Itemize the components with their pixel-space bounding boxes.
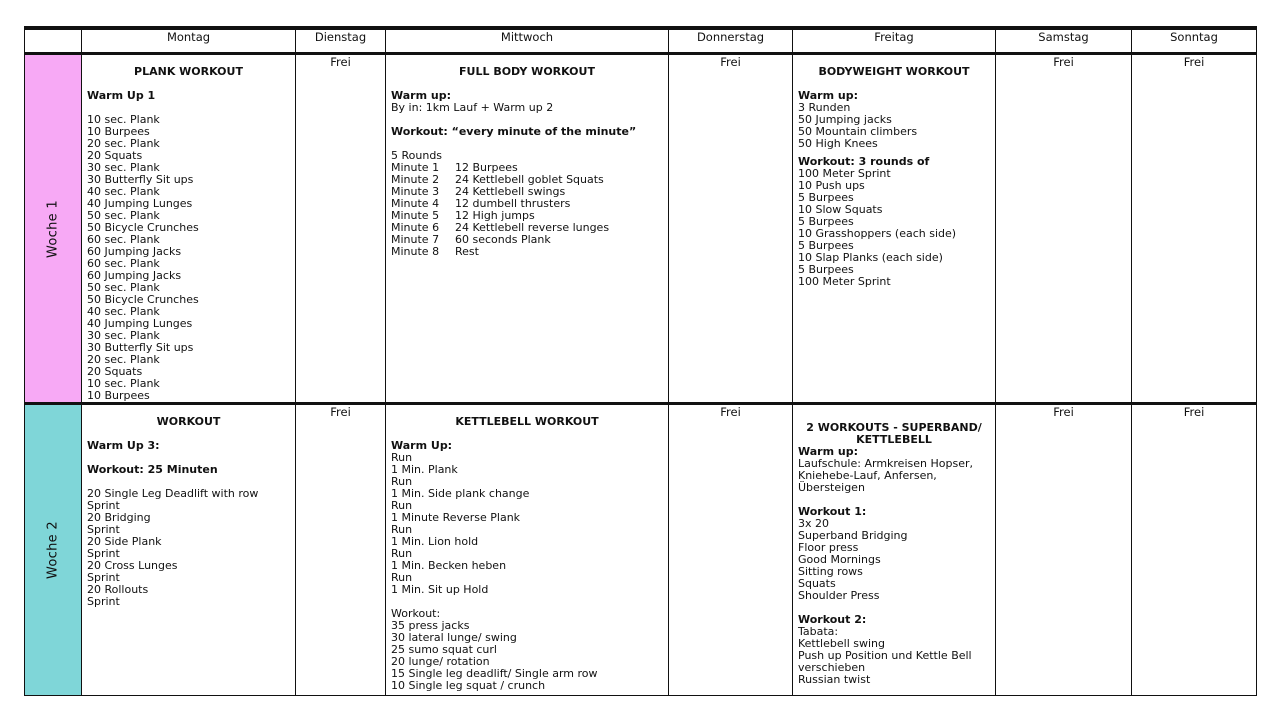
cell-w2-samstag: Frei [996,404,1132,696]
week-row [25,54,1257,404]
cell-w1-samstag: Frei [996,54,1132,404]
list-item: 60 Jumping Jacks [87,269,182,282]
list-item: 5 Burpees [798,191,854,204]
list-item: Kettlebell swing [798,637,885,650]
list-item: 1 Min. Lion hold [391,535,479,548]
minute-exercise: 24 Kettlebell goblet Squats [455,173,604,186]
list-item: 20 Squats [87,149,143,162]
cell-w1-mittwoch [386,54,669,404]
list-item: 100 Meter Sprint [798,167,891,180]
list-item: 30 Butterfly Sit ups [87,173,194,186]
header-montag: Montag [82,28,296,54]
list-item: 20 lunge/ rotation [391,655,490,668]
workout-title: BODYWEIGHT WORKOUT [818,65,970,78]
header-sonntag: Sonntag [1132,28,1257,54]
cell-w1-donnerstag: Frei [669,54,793,404]
list-item: 20 Single Leg Deadlift with row [87,487,259,500]
exercise-list [87,114,295,402]
list-item: Run [391,547,413,560]
cell-w2-dienstag: Frei [296,404,386,696]
list-item: Superband Bridging [798,529,908,542]
list-item: 5 Burpees [798,239,854,252]
exercise-list [798,168,995,288]
workout-title: PLANK WORKOUT [134,65,243,78]
list-item: 40 sec. Plank [87,185,160,198]
list-item: Run [391,571,413,584]
list-item: verschieben [798,661,866,674]
workout-title: FULL BODY WORKOUT [459,65,595,78]
cell-w2-freitag [793,404,996,696]
workout-table [24,26,1257,696]
cell-w1-freitag [793,54,996,404]
list-item: 50 Mountain climbers [798,125,918,138]
list-item: 10 Slap Planks (each side) [798,251,943,264]
warmup-heading: Warm up: [798,89,858,102]
list-item: Squats [798,577,836,590]
exercise-list [391,620,668,692]
cell-w2-montag [82,404,296,696]
workout-title: 2 WORKOUTS - SUPERBAND/ KETTLEBELL [806,421,982,446]
minute-row [391,246,668,258]
list-item: 20 sec. Plank [87,353,160,366]
list-item: 3 Runden [798,101,851,114]
workout-heading: Workout: “every minute of the minute” [391,125,637,138]
cell-w2-donnerstag: Frei [669,404,793,696]
list-item: 20 sec. Plank [87,137,160,150]
list-item: Russian twist [798,673,871,686]
list-item: 20 Cross Lunges [87,559,178,572]
list-item: 50 High Knees [798,137,878,150]
list-item: 20 Rollouts [87,583,149,596]
workout-heading: Workout: 3 rounds of [798,155,930,168]
workout1-heading: Workout 1: [798,505,867,518]
list-item: 50 Jumping jacks [798,113,892,126]
header-mittwoch: Mittwoch [386,28,669,54]
list-item: Übersteigen [798,481,865,494]
list-item: 30 lateral lunge/ swing [391,631,517,644]
week-label-cell [25,404,82,696]
minute-label: Minute 8 [391,245,440,258]
list-item: Run [391,499,413,512]
header-row [25,28,1257,54]
warmup-heading: Warm Up: [391,439,453,452]
minute-label: Minute 4 [391,197,440,210]
header-freitag: Freitag [793,28,996,54]
list-item: Sprint [87,523,120,536]
minute-exercise: 12 Burpees [455,161,518,174]
list-item: 5 Burpees [798,263,854,276]
minute-exercise: Rest [455,245,479,258]
exercise-list [798,626,995,686]
list-item: 50 Bicycle Crunches [87,221,199,234]
list-item: 1 Minute Reverse Plank [391,511,521,524]
exercise-list [798,518,995,602]
workout-heading: Workout: [391,607,441,620]
list-item: Sprint [87,595,120,608]
list-item: 35 press jacks [391,619,470,632]
week-label-cell [25,54,82,404]
list-item: 25 sumo squat curl [391,643,497,656]
minute-exercise: 24 Kettlebell reverse lunges [455,221,610,234]
weekly-plan [24,26,1256,696]
warmup-heading: Warm up: [391,89,451,102]
minute-exercise: 60 seconds Plank [455,233,551,246]
header-samstag: Samstag [996,28,1132,54]
list-item: 100 Meter Sprint [798,275,891,288]
list-item: Run [391,475,413,488]
list-item: Sitting rows [798,565,863,578]
list-item: Tabata: [798,625,839,638]
header-dienstag: Dienstag [296,28,386,54]
list-item: 60 Jumping Jacks [87,245,182,258]
list-item: Run [391,523,413,536]
list-item: Sprint [87,571,120,584]
cell-w2-sonntag: Frei [1132,404,1257,696]
list-item: Push up Position und Kettle Bell [798,649,972,662]
minute-label: Minute 5 [391,209,440,222]
warmup-heading: Warm Up 3: [87,439,160,452]
warmup-list [391,452,668,596]
week-label: Woche 2 [45,521,61,579]
minute-exercise: 12 dumbell thrusters [455,197,571,210]
list-item: 1 Min. Side plank change [391,487,530,500]
list-item: 20 Side Plank [87,535,162,548]
week-label: Woche 1 [45,199,61,258]
list-item: Floor press [798,541,859,554]
list-item: 20 Squats [87,365,143,378]
workout-heading: Workout: 25 Minuten [87,463,218,476]
list-item: 50 sec. Plank [87,209,160,222]
week-row [25,404,1257,696]
header-donnerstag: Donnerstag [669,28,793,54]
minute-label: Minute 7 [391,233,440,246]
warmup-text: By in: 1km Lauf + Warm up 2 [391,101,554,114]
list-item: 10 Slow Squats [798,203,883,216]
list-item: 50 Bicycle Crunches [87,293,199,306]
list-item: 30 sec. Plank [87,329,160,342]
list-item: Shoulder Press [798,589,880,602]
minute-label: Minute 6 [391,221,440,234]
list-item: 10 Burpees [87,389,150,402]
list-item: 30 Butterfly Sit ups [87,341,194,354]
list-item: 1 Min. Becken heben [391,559,507,572]
exercise-list [87,488,295,608]
list-item: Good Mornings [798,553,881,566]
list-item: 40 Jumping Lunges [87,197,193,210]
workout2-heading: Workout 2: [798,613,867,626]
minute-exercise: 12 High jumps [455,209,535,222]
cell-w1-dienstag: Frei [296,54,386,404]
list-item: 10 Grasshoppers (each side) [798,227,957,240]
corner-cell [25,28,82,54]
list-item: 10 Push ups [798,179,865,192]
warmup-list [798,458,995,494]
list-item: 60 sec. Plank [87,233,160,246]
list-item: 30 sec. Plank [87,161,160,174]
minute-exercise: 24 Kettlebell swings [455,185,566,198]
cell-w2-mittwoch [386,404,669,696]
list-item: 10 Single leg squat / crunch [391,679,546,692]
minute-list [391,162,668,258]
workout-title: KETTLEBELL WORKOUT [455,415,599,428]
list-item: 40 sec. Plank [87,305,160,318]
rounds-text: 5 Rounds [391,149,443,162]
warmup-heading: Warm Up 1 [87,89,156,102]
list-item: 10 sec. Plank [87,377,160,390]
list-item: Laufschule: Armkreisen Hopser, [798,457,973,470]
list-item: 40 Jumping Lunges [87,317,193,330]
list-item: Sprint [87,499,120,512]
list-item: 1 Min. Sit up Hold [391,583,489,596]
list-item: 10 sec. Plank [87,113,160,126]
list-item: 50 sec. Plank [87,281,160,294]
list-item: 1 Min. Plank [391,463,458,476]
minute-label: Minute 2 [391,173,440,186]
list-item: 10 Burpees [87,125,150,138]
list-item: 3x 20 [798,517,830,530]
list-item: 15 Single leg deadlift/ Single arm row [391,667,598,680]
cell-w1-montag [82,54,296,404]
list-item: 60 sec. Plank [87,257,160,270]
minute-label: Minute 1 [391,161,440,174]
list-item: Sprint [87,547,120,560]
warmup-heading: Warm up: [798,445,858,458]
warmup-list [798,102,995,150]
cell-w1-sonntag: Frei [1132,54,1257,404]
workout-title: WORKOUT [156,415,221,428]
list-item: 5 Burpees [798,215,854,228]
list-item: Kniehebe-Lauf, Anfersen, [798,469,937,482]
list-item: 20 Bridging [87,511,151,524]
minute-label: Minute 3 [391,185,440,198]
list-item: Run [391,451,413,464]
